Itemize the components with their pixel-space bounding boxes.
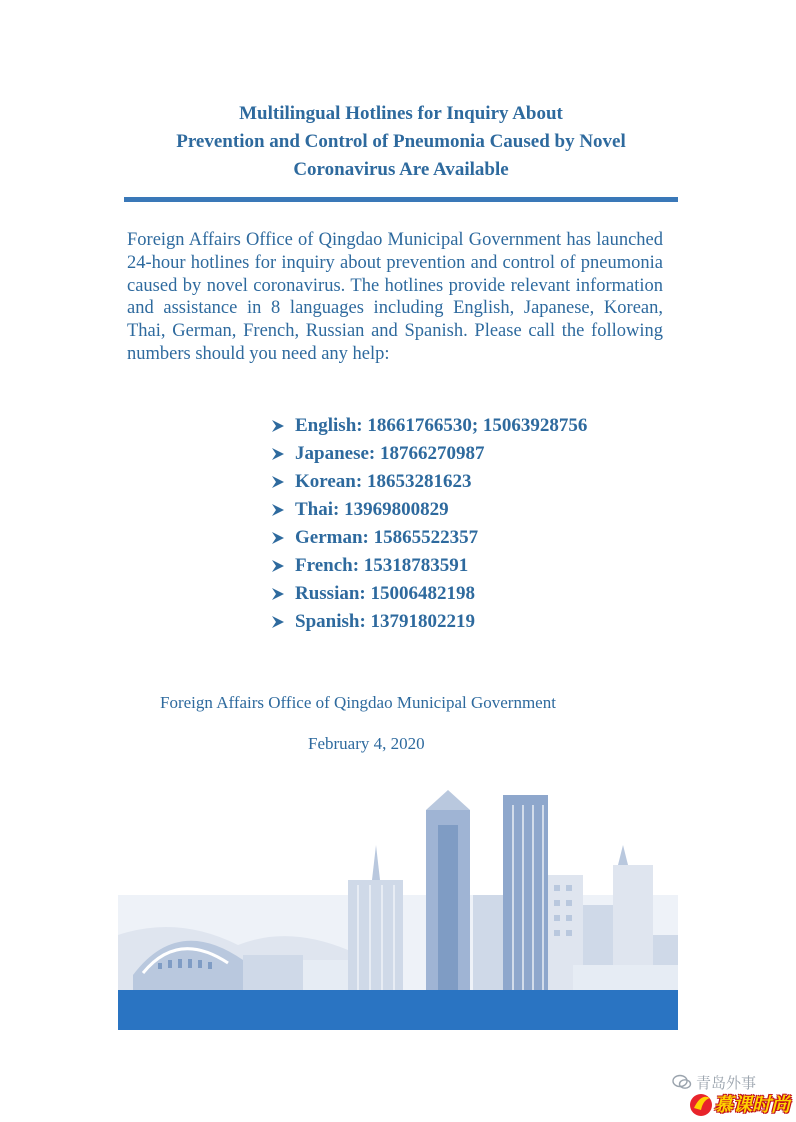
arrow-bullet-icon — [270, 558, 286, 574]
center-tower-glass — [438, 825, 458, 990]
hotline-text: German: 15865522357 — [295, 527, 479, 548]
right-tall-tower — [503, 795, 548, 990]
arrow-bullet-icon — [270, 446, 286, 462]
spire-tower — [348, 880, 403, 990]
center-tower-roof — [426, 790, 470, 810]
city-skyline-illustration — [118, 785, 678, 990]
footer-band — [118, 990, 678, 1030]
hotline-item — [270, 580, 690, 608]
hotline-item — [270, 552, 690, 580]
watermark — [652, 1068, 794, 1118]
title-line-2: Prevention and Control of Pneumonia Caused by Novel — [176, 131, 626, 152]
hotline-item — [270, 496, 690, 524]
hotline-text: Korean: 18653281623 — [295, 471, 472, 492]
low-building-left — [243, 955, 303, 990]
arrow-bullet-icon — [270, 530, 286, 546]
hotline-text: Russian: 15006482198 — [295, 583, 475, 604]
front-row-houses — [573, 965, 678, 990]
hotline-item — [270, 608, 690, 636]
hotline-text: Spanish: 13791802219 — [295, 611, 476, 632]
flame-logo-icon — [686, 1088, 716, 1118]
hotline-text: English: 18661766530; 15063928756 — [295, 415, 588, 436]
watermark-account: 青岛外事 — [696, 1074, 757, 1092]
hotline-text: French: 15318783591 — [295, 555, 469, 576]
spire-top — [372, 845, 380, 880]
hotline-item — [270, 412, 690, 440]
mid-building — [473, 895, 503, 990]
far-right-spire — [618, 845, 628, 865]
front-house — [303, 960, 348, 990]
arrow-bullet-icon — [270, 614, 286, 630]
signature: Foreign Affairs Office of Qingdao Municipal Government — [160, 693, 556, 712]
body-paragraph: Foreign Affairs Office of Qingdao Municipal Government has launched 24-hour hotlines for inquiry about prevention and control of pneumonia caused by novel coronavirus. The hotlines provide relevant information and assistance in 8 languages including English, Japanese, Korean, Thai, German, French, Russian and Spanish. Please call the following numbers should you need any help: — [127, 230, 663, 364]
arrow-bullet-icon — [270, 418, 286, 434]
hotline-text: Thai: 13969800829 — [295, 499, 449, 520]
hotline-text: Japanese: 18766270987 — [295, 443, 485, 464]
arrow-bullet-icon — [270, 502, 286, 518]
title-line-1: Multilingual Hotlines for Inquiry About — [239, 103, 563, 124]
title-divider — [124, 197, 678, 202]
document-title — [124, 100, 678, 184]
hotline-list — [270, 412, 690, 636]
watermark-brand: 慕课时尚 — [714, 1094, 791, 1116]
arrow-bullet-icon — [270, 474, 286, 490]
document-date: February 4, 2020 — [308, 734, 425, 753]
hotline-item — [270, 524, 690, 552]
hotline-item — [270, 468, 690, 496]
title-line-3: Coronavirus Are Available — [293, 159, 509, 180]
arrow-bullet-icon — [270, 586, 286, 602]
hotline-item — [270, 440, 690, 468]
